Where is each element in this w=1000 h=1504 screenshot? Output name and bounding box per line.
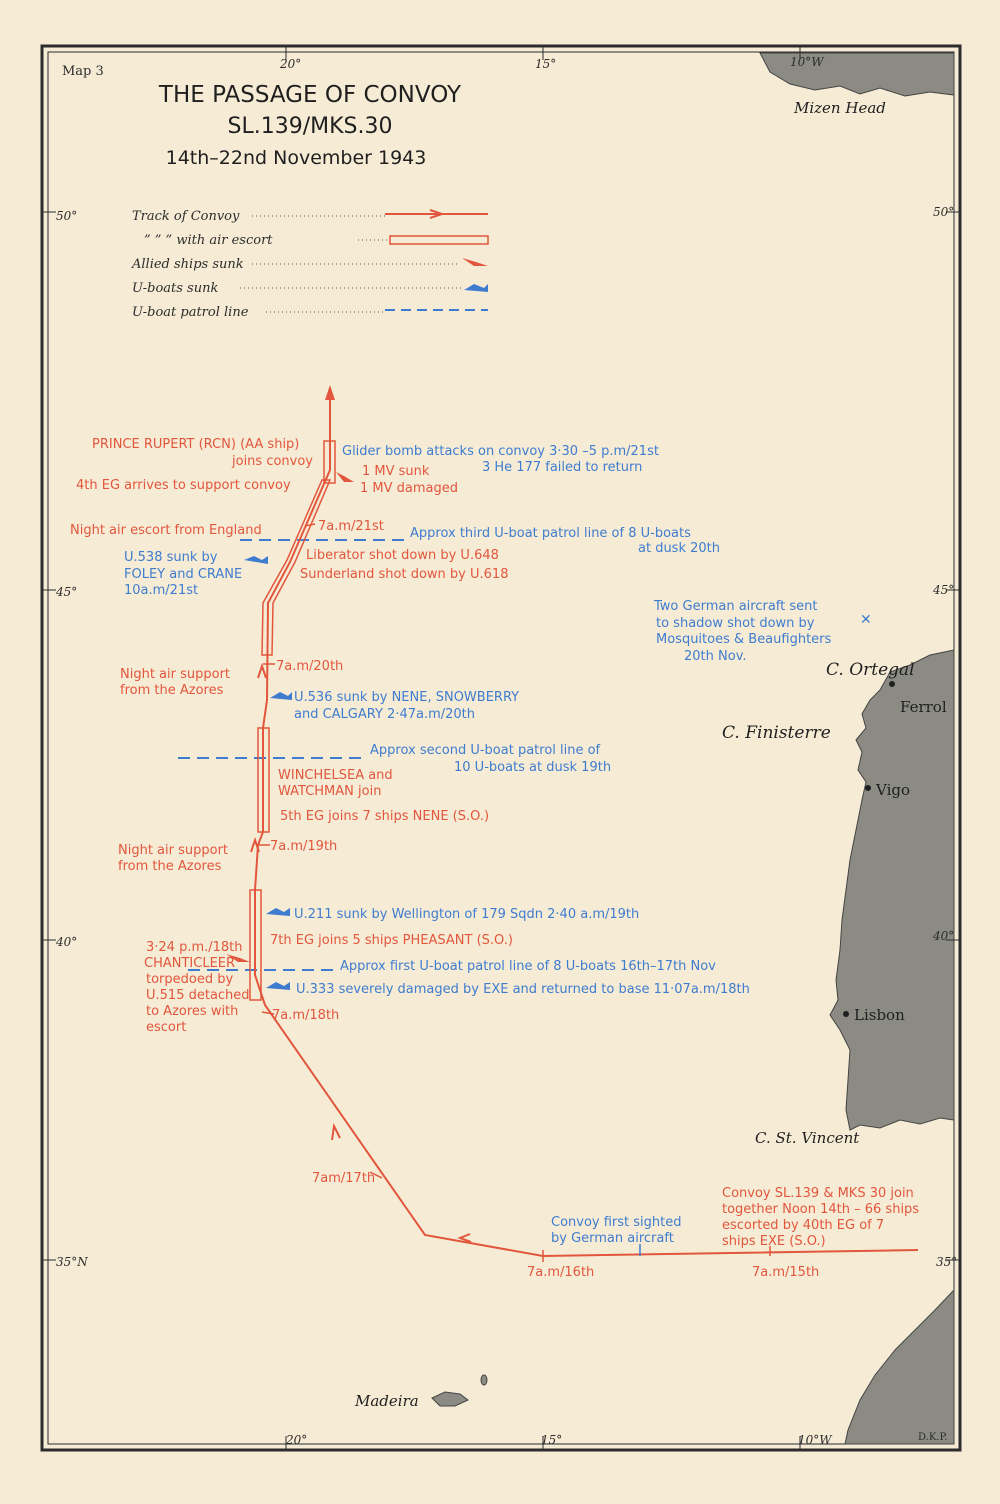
map-label: Map 3 (62, 64, 104, 79)
note-prince-rupert-1: PRINCE RUPERT (RCN) (AA ship) (92, 437, 300, 452)
title-line2: SL.139/MKS.30 (227, 114, 393, 139)
note-azores-20-1: Night air support (120, 667, 231, 682)
place-madeira: Madeira (355, 1392, 419, 1410)
time-17th: 7am/17th (312, 1171, 376, 1186)
uboat-annotations (124, 444, 832, 1246)
time-21st: 7a.m/21st (318, 519, 384, 534)
grid-right-50: 50° (933, 205, 955, 219)
sinking-sub-icon (464, 284, 488, 292)
place-ferrol: Ferrol (900, 698, 947, 716)
note-u536-1: U.536 sunk by NENE, SNOWBERRY (294, 690, 520, 705)
legend-track-label: Track of Convoy (132, 209, 240, 224)
note-patrol-2a: Approx second U-boat patrol line of (370, 743, 601, 758)
vigo-dot (865, 785, 871, 791)
time-16th: 7a.m/16th (527, 1265, 595, 1280)
note-u538-2: FOLEY and CRANE (124, 567, 243, 582)
grid-right-45: 45° (933, 583, 955, 597)
note-4th-eg: 4th EG arrives to support convoy (76, 478, 291, 493)
note-u536-2: and CALGARY 2·47a.m/20th (294, 707, 476, 722)
note-chanticleer-6: escort (146, 1020, 187, 1035)
lisbon-dot (843, 1011, 849, 1017)
note-join-4: ships EXE (S.O.) (722, 1234, 826, 1249)
place-vigo: Vigo (876, 781, 910, 799)
note-join-2: together Noon 14th – 66 ships (722, 1202, 920, 1217)
note-winchelsea-1: WINCHELSEA and (278, 768, 393, 783)
note-mv-sunk: 1 MV sunk (362, 464, 430, 479)
note-aircraft-4: 20th Nov. (684, 649, 747, 664)
land-africa (845, 1290, 954, 1444)
note-chanticleer-4: U.515 detached (146, 988, 250, 1003)
grid-bottom-15: 15° (541, 1433, 563, 1447)
note-azores-19-1: Night air support (118, 843, 229, 858)
grid-left-50: 50° (56, 209, 78, 223)
note-azores-20-2: from the Azores (120, 683, 224, 698)
title-line3: 14th–22nd November 1943 (165, 147, 427, 169)
note-he177: 3 He 177 failed to return (482, 460, 643, 475)
note-azores-19-2: from the Azores (118, 859, 222, 874)
grid-bottom-20: 20° (286, 1433, 308, 1447)
note-u211: U.211 sunk by Wellington of 179 Sqdn 2·40 a.m/19th (294, 907, 640, 922)
signature: D.K.P. (918, 1432, 948, 1443)
note-u538-1: U.538 sunk by (124, 550, 218, 565)
place-lisbon: Lisbon (854, 1006, 905, 1024)
grid-right-40: 40° (933, 929, 955, 943)
note-liberator: Liberator shot down by U.648 (306, 548, 499, 563)
note-patrol-2b: 10 U-boats at dusk 19th (454, 760, 612, 775)
title-line1: THE PASSAGE OF CONVOY (158, 82, 462, 108)
legend-allied-sunk-label: Allied ships sunk (132, 257, 244, 272)
note-sighted-2: by German aircraft (551, 1231, 674, 1246)
place-c-ortegal: C. Ortegal (826, 660, 915, 680)
note-patrol-3a: Approx third U-boat patrol line of 8 U-boats (410, 526, 691, 541)
sinking-ship-icon (336, 472, 354, 482)
note-prince-rupert-2: joins convoy (232, 454, 314, 469)
grid-left-45: 45° (56, 585, 78, 599)
time-20th: 7a.m/20th (276, 659, 344, 674)
sinking-sub-icon (266, 908, 290, 916)
legend-air-escort-label: ” ” ” with air escort (144, 233, 273, 248)
sinking-sub-icon (244, 556, 268, 564)
ferrol-dot (889, 681, 895, 687)
land-madeira (432, 1392, 468, 1406)
grid-top-10: 10°W (790, 55, 824, 69)
place-c-st-vincent: C. St. Vincent (755, 1129, 860, 1147)
legend-uboat-sunk-label: U-boats sunk (132, 281, 219, 296)
grid-bottom-10: 10°W (798, 1433, 832, 1447)
note-chanticleer-5: to Azores with (146, 1004, 239, 1019)
legend (131, 209, 488, 320)
note-5th-eg: 5th EG joins 7 ships NENE (S.O.) (280, 809, 490, 824)
note-join-3: escorted by 40th EG of 7 (722, 1218, 885, 1233)
track-arrow-head (325, 385, 335, 400)
time-15th: 7a.m/15th (752, 1265, 820, 1280)
time-19th: 7a.m/19th (270, 839, 338, 854)
note-winchelsea-2: WATCHMAN join (278, 784, 382, 799)
note-sighted-1: Convoy first sighted (551, 1215, 682, 1230)
grid-top-20: 20° (280, 57, 302, 71)
legend-air-escort-symbol (390, 236, 488, 244)
sinking-ship-icon (462, 258, 488, 266)
note-aircraft-2: to shadow shot down by (656, 616, 815, 631)
note-chanticleer-3: torpedoed by (146, 972, 234, 987)
note-aircraft-3: Mosquitoes & Beaufighters (656, 632, 832, 647)
note-join-1: Convoy SL.139 & MKS 30 join (722, 1186, 914, 1201)
note-glider: Glider bomb attacks on convoy 3·30 –5 p.m/21st (342, 444, 659, 459)
sinking-sub-icon (270, 692, 292, 700)
land-porto-santo (481, 1375, 487, 1385)
note-patrol-1: Approx first U-boat patrol line of 8 U-boats 16th–17th Nov (340, 959, 716, 974)
aircraft-shot-down-icon: ✕ (860, 612, 872, 628)
note-7th-eg: 7th EG joins 5 ships PHEASANT (S.O.) (270, 933, 513, 948)
note-mv-damaged: 1 MV damaged (360, 481, 458, 496)
note-night-escort-england: Night air escort from England (70, 523, 262, 538)
note-chanticleer-1: 3·24 p.m./18th (146, 940, 243, 955)
note-sunderland: Sunderland shot down by U.618 (300, 567, 509, 582)
grid-left-40: 40° (56, 935, 78, 949)
land-iberia (830, 650, 954, 1130)
note-patrol-3b: at dusk 20th (638, 541, 720, 556)
grid-right-35: 35° (936, 1255, 958, 1269)
note-aircraft-1: Two German aircraft sent (654, 599, 818, 614)
place-mizen-head: Mizen Head (794, 99, 886, 117)
grid-left-35: 35°N (56, 1255, 88, 1269)
note-chanticleer-2: CHANTICLEER (144, 956, 236, 971)
note-u333: U.333 severely damaged by EXE and returned to base 11·07a.m/18th (296, 982, 750, 997)
note-u538-3: 10a.m/21st (124, 583, 199, 598)
time-18th: 7a.m/18th (272, 1008, 340, 1023)
sinking-sub-icon (266, 982, 290, 990)
grid-top-15: 15° (535, 57, 557, 71)
place-c-finisterre: C. Finisterre (722, 723, 831, 743)
legend-patrol-line-label: U-boat patrol line (132, 305, 249, 320)
